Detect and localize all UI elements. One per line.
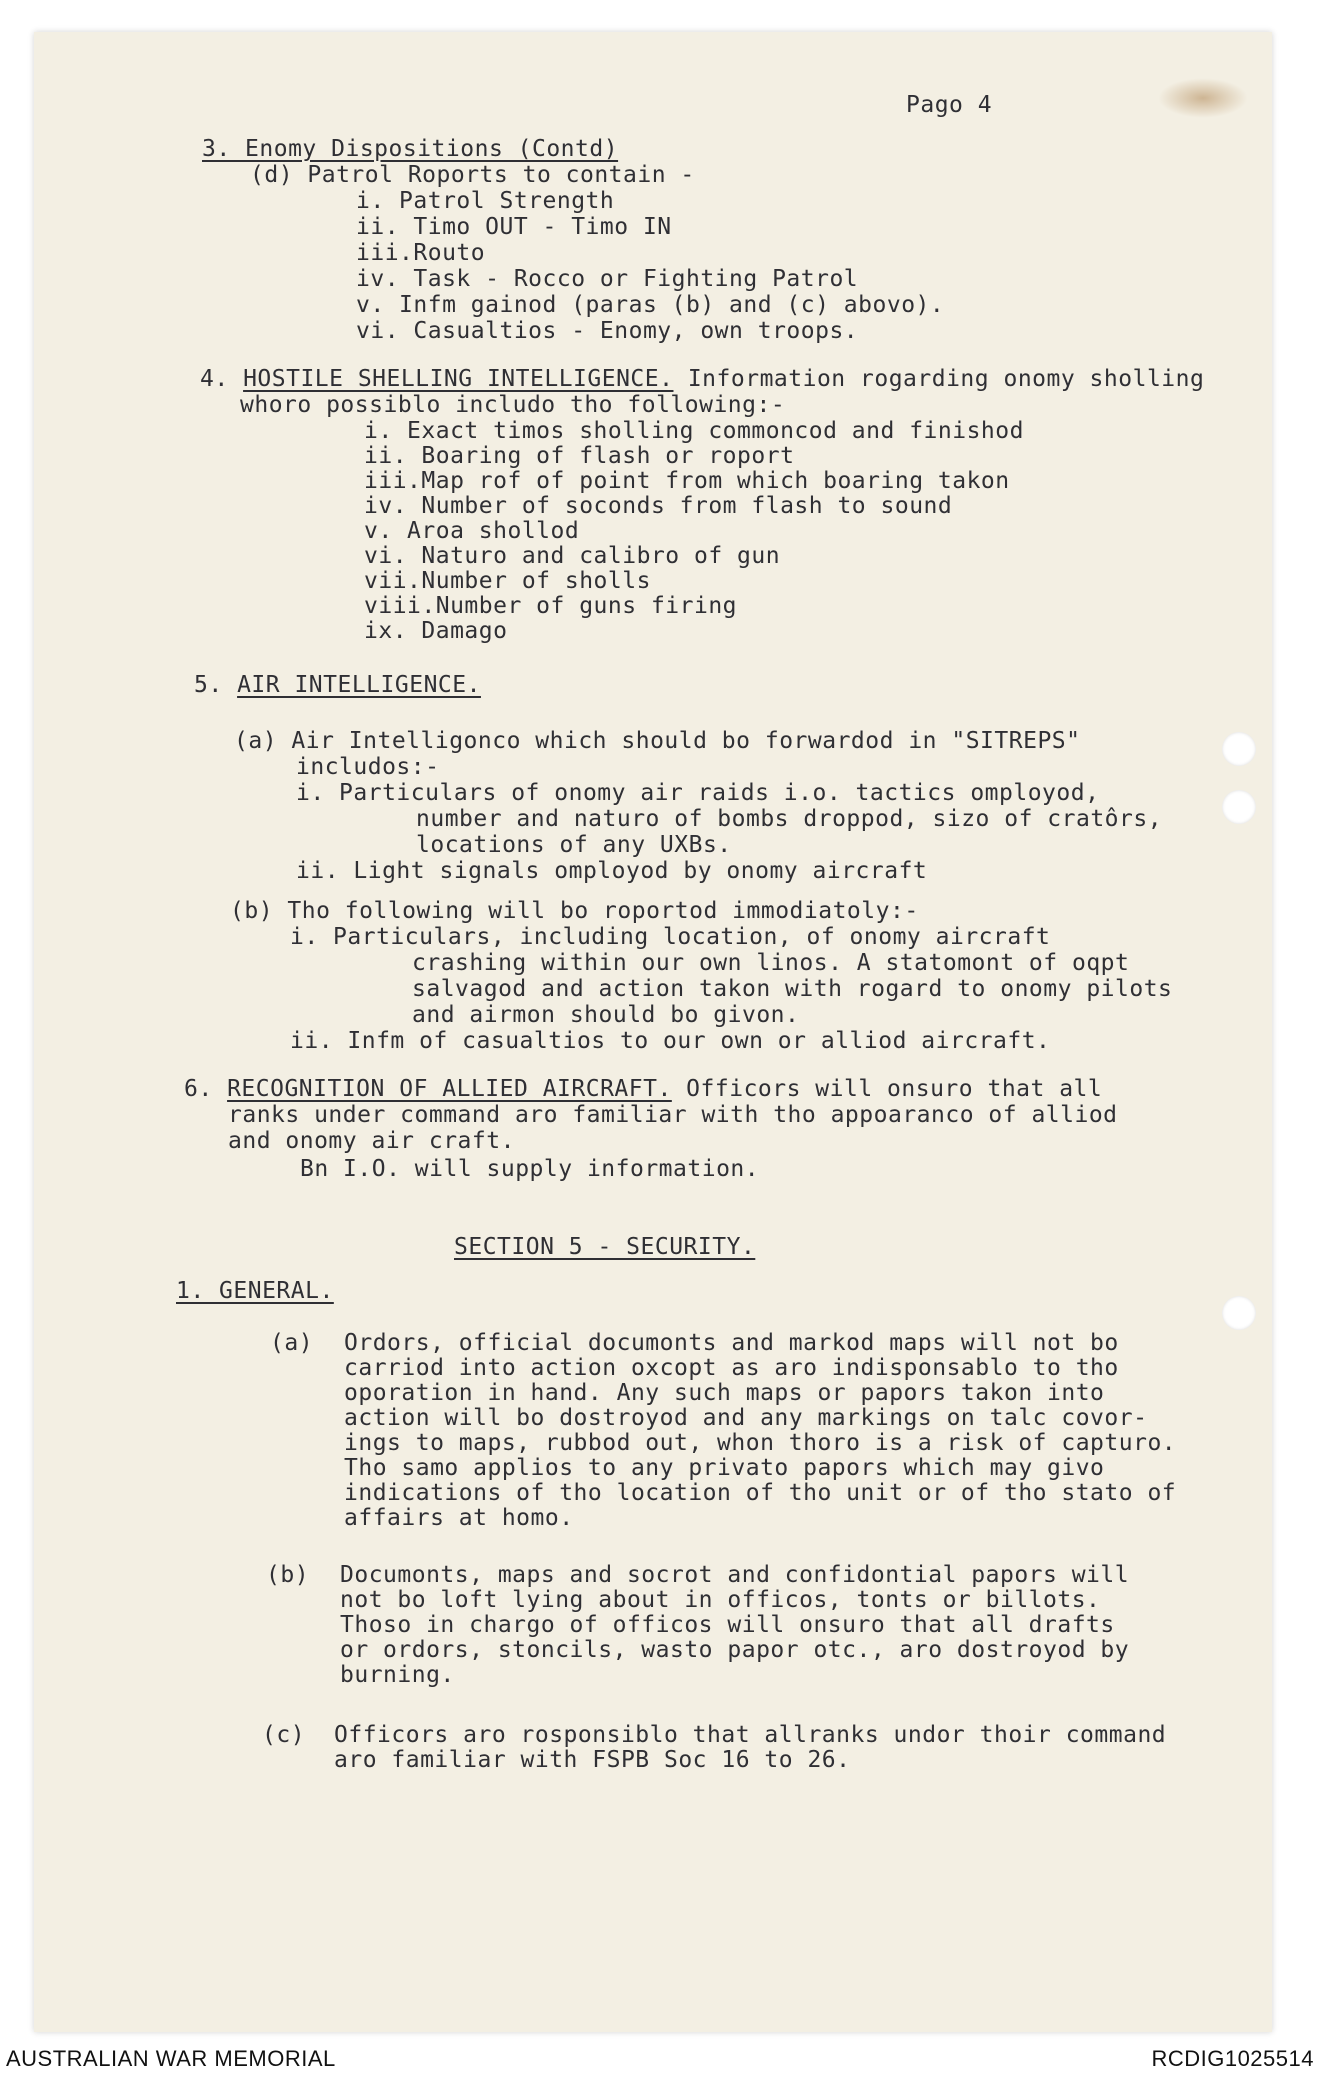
footer-record-id: RCDIG1025514 [1151, 2046, 1314, 2071]
sec5-a-i-2: number and naturo of bombs droppod, sizo of cratôrs, [416, 806, 1163, 832]
sec4-item: vi. Naturo and calibro of gun [364, 543, 781, 569]
sec5-a-i-1: i. Particulars of onomy air raids i.o. tactics omployod, [296, 780, 1100, 806]
footer-archive-name: AUSTRALIAN WAR MEMORIAL [6, 2046, 336, 2071]
sec4-intro: Information rogarding onomy sholling [673, 366, 1205, 392]
general-c-line: Officors aro rosponsiblo that allranks undor thoir command [334, 1722, 1167, 1748]
sec4-item: v. Aroa shollod [364, 518, 580, 544]
section-heading: SECTION 5 - SECURITY. [454, 1234, 756, 1260]
general-b-line: burning. [340, 1662, 455, 1688]
sec3-item: ii. Timo OUT - Timo IN [356, 214, 672, 240]
sec4-item: ix. Damago [364, 618, 508, 644]
general-a-label: (a) [270, 1330, 314, 1356]
sec5-b-ii: ii. Infm of casualtios to our own or alliod aircraft. [290, 1028, 1051, 1054]
punch-hole-middle [1222, 790, 1256, 824]
general-a-line: oporation in hand. Any such maps or papors takon into [344, 1380, 1105, 1406]
general-b-label: (b) [266, 1562, 310, 1588]
sec5-b-i-1: i. Particulars, including location, of onomy aircraft [290, 924, 1051, 950]
sec4-item: viii.Number of guns firing [364, 593, 738, 619]
sec5-b-i-4: and airmon should bo givon. [412, 1002, 800, 1028]
general-a-line: carriod into action oxcopt as aro indisponsablo to tho [344, 1355, 1119, 1381]
sec5-number: 5. [194, 672, 223, 698]
sec4-line1 [200, 366, 1204, 392]
stain-mark [1158, 78, 1248, 118]
sec5-a-i-3: locations of any UXBs. [416, 832, 732, 858]
sec6-number: 6. [184, 1076, 213, 1102]
general-a-line: indications of tho location of tho unit or of tho stato of [344, 1480, 1177, 1506]
sec5-a-ii: ii. Light signals omployod by onomy aircraft [296, 858, 928, 884]
sec4-item: i. Exact timos sholling commoncod and finishod [364, 418, 1024, 444]
sec6-line2: ranks under command aro familiar with tho appoaranco of alliod [228, 1102, 1118, 1128]
sec3-heading: 3. Enomy Dispositions (Contd) [202, 136, 619, 162]
general-a-line: action will bo dostroyod and any markings on talc covor- [344, 1405, 1148, 1431]
sec4-item: ii. Boaring of flash or roport [364, 443, 795, 469]
sec6-line1 [184, 1076, 1102, 1102]
sec4-item: iii.Map rof of point from which boaring takon [364, 468, 1010, 494]
general-b-line: Documonts, maps and socrot and confidontial papors will [340, 1562, 1130, 1588]
general-b-line: Thoso in chargo of officos will onsuro that all drafts [340, 1612, 1115, 1638]
general-c-label: (c) [262, 1722, 306, 1748]
general-a-line: affairs at homo. [344, 1505, 574, 1531]
punch-hole-top [1222, 732, 1256, 766]
sec4-item: vii.Number of sholls [364, 568, 651, 594]
sec3-item: v. Infm gainod (paras (b) and (c) abovo). [356, 292, 945, 318]
general-a-line: Ordors, official documonts and markod maps will not bo [344, 1330, 1119, 1356]
general-b-line: not bo loft lying about in officos, tonts or billots. [340, 1587, 1101, 1613]
sec6-intro: Officors will onsuro that all [671, 1076, 1103, 1102]
sec5-a-line2: includos:- [296, 754, 440, 780]
sec5-b-line1: (b) Tho following will bo roportod immodiatoly:- [230, 898, 919, 924]
general-c-line: aro familiar with FSPB Soc 16 to 26. [334, 1747, 851, 1773]
sec4-number: 4. [200, 366, 229, 392]
sec3-item: vi. Casualtios - Enomy, own troops. [356, 318, 859, 344]
page-number: Pago 4 [906, 92, 993, 118]
sec5-title: AIR INTELLIGENCE. [237, 672, 481, 698]
document-page [34, 32, 1272, 2032]
sec5-b-i-2: crashing within our own linos. A statomont of oqpt [412, 950, 1130, 976]
sec3-d-line: (d) Patrol Roports to contain - [250, 162, 695, 188]
sec5-b-i-3: salvagod and action takon with rogard to onomy pilots [412, 976, 1173, 1002]
sec4-line2: whoro possiblo includo tho following:- [240, 392, 786, 418]
general-a-line: Tho samo applios to any privato papors which may givo [344, 1455, 1105, 1481]
sec4-item: iv. Number of soconds from flash to sound [364, 493, 953, 519]
sec6-title: RECOGNITION OF ALLIED AIRCRAFT. [227, 1076, 672, 1102]
sec4-title: HOSTILE SHELLING INTELLIGENCE. [243, 366, 674, 392]
sec5-a-line1: (a) Air Intelligonco which should bo forwardod in "SITREPS" [234, 728, 1081, 754]
sec6-line3: and onomy air craft. [228, 1128, 515, 1154]
sec3-item: iii.Routo [356, 240, 486, 266]
sec6-line4: Bn I.O. will supply information. [300, 1156, 760, 1182]
sec3-item: iv. Task - Rocco or Fighting Patrol [356, 266, 859, 292]
sec3-item: i. Patrol Strength [356, 188, 615, 214]
general-a-line: ings to maps, rubbod out, whon thoro is a risk of capturo. [344, 1430, 1177, 1456]
general-heading: 1. GENERAL. [176, 1278, 334, 1304]
general-b-line: or ordors, stoncils, wasto papor otc., aro dostroyod by [340, 1637, 1130, 1663]
sec5-heading [194, 672, 481, 698]
punch-hole-bottom [1222, 1296, 1256, 1330]
